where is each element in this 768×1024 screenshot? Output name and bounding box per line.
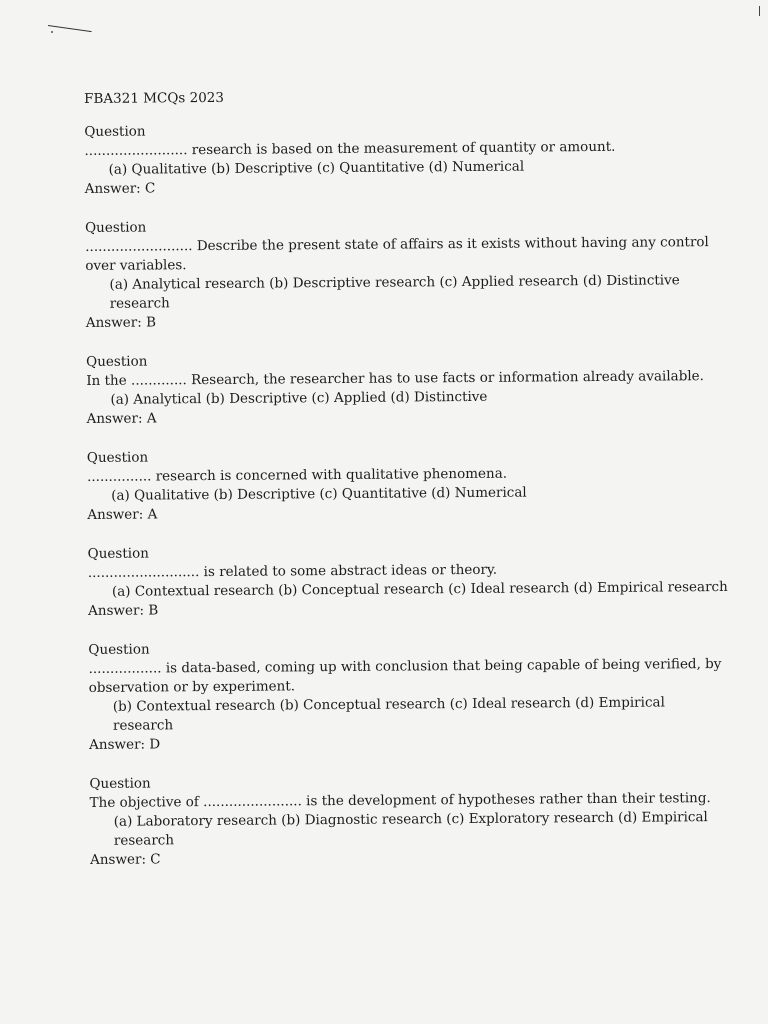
mcq-item-1: [84, 118, 725, 199]
question-text: The objective of ....................... is the development of hypotheses rather than their testing.: [89, 790, 711, 811]
question-label: Question: [87, 545, 149, 562]
question-label: Question: [89, 775, 151, 792]
pen-dot-mark: [51, 31, 53, 33]
question-options: (a) Qualitative (b) Descriptive (c) Quantitative (d) Numerical: [108, 158, 525, 178]
question-answer: Answer: B: [85, 314, 157, 331]
mcq-item-2: [85, 214, 726, 333]
question-answer: Answer: D: [89, 736, 161, 753]
question-text: .......................... is related to some abstract ideas or theory.: [87, 561, 498, 581]
mcq-item-4: [87, 444, 728, 525]
question-label: Question: [88, 641, 150, 658]
mcq-item-6: [88, 636, 729, 755]
question-options: (a) Contextual research (b) Conceptual research (c) Ideal research (d) Empirical research: [111, 578, 728, 600]
question-text: ........................ research is based on the measurement of quantity or amount.: [84, 138, 616, 159]
question-text: In the ............. Research, the researcher has to use facts or information already available.: [86, 368, 704, 389]
question-options: (a) Laboratory research (b) Diagnostic research (c) Exploratory research (d) Empirical research: [113, 809, 708, 849]
mcq-item-7: [89, 770, 730, 870]
question-options: (a) Qualitative (b) Descriptive (c) Quantitative (d) Numerical: [111, 484, 527, 504]
question-label: Question: [86, 353, 148, 370]
question-label: Question: [86, 449, 149, 466]
document-title: FBA321 MCQs 2023: [84, 89, 225, 107]
question-label: Question: [84, 123, 146, 140]
question-text: ......................... Describe the present state of affairs as it exists without having any control over variables.: [85, 234, 709, 274]
mcq-item-5: [88, 540, 729, 621]
question-answer: Answer: C: [84, 180, 156, 197]
pen-stroke-mark: [48, 25, 92, 32]
edge-mark: [759, 6, 760, 16]
question-answer: Answer: A: [86, 410, 157, 427]
question-answer: Answer: A: [87, 506, 158, 523]
question-options: (b) Contextual research (b) Conceptual research (c) Ideal research (d) Empirical research: [112, 694, 665, 734]
question-text: ............... research is concerned with qualitative phenomena.: [86, 465, 508, 485]
mcq-item-3: [86, 348, 727, 429]
question-label: Question: [85, 219, 147, 236]
question-options: (a) Analytical (b) Descriptive (c) Applied (d) Distinctive: [110, 388, 488, 408]
question-text: ................. is data-based, coming up with conclusion that being capable of being verified, by observation or by experiment.: [88, 656, 722, 696]
question-options: (a) Analytical research (b) Descriptive research (c) Applied research (d) Distinctive research: [109, 272, 680, 312]
document-page: [84, 85, 730, 890]
question-answer: Answer: C: [89, 851, 161, 868]
question-answer: Answer: B: [88, 602, 159, 619]
